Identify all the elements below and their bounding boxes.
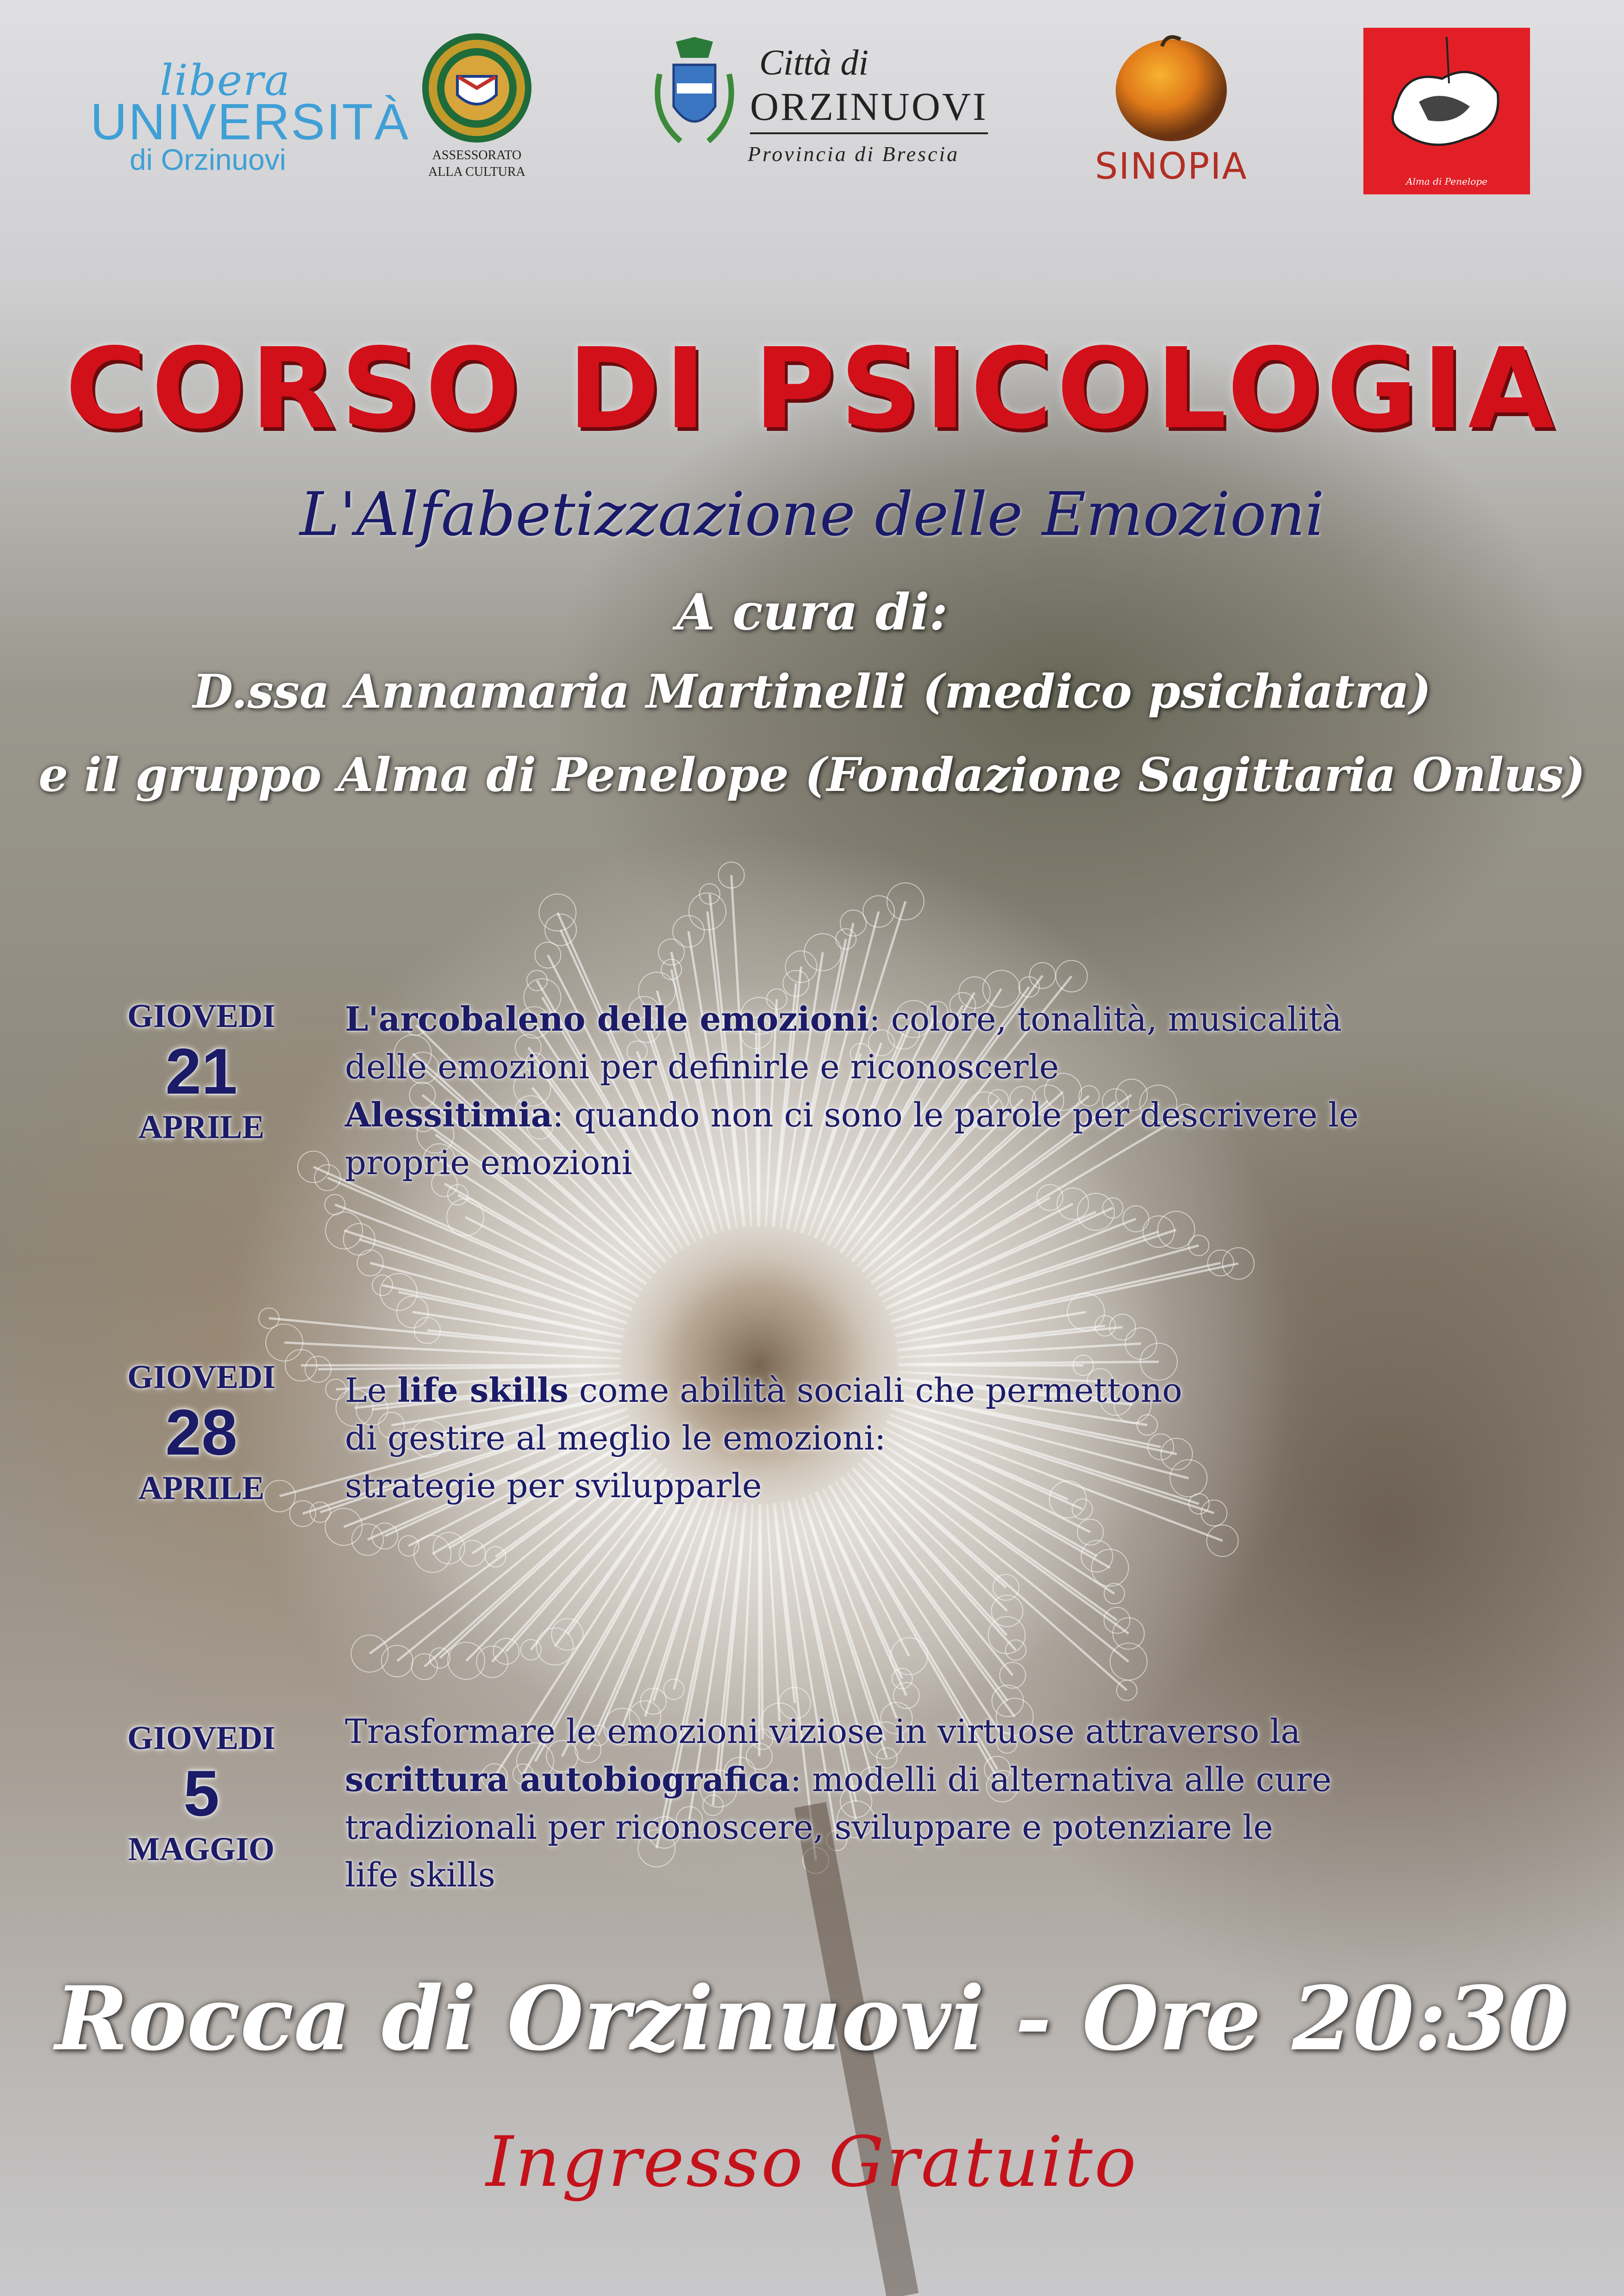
- session-date: [102, 995, 301, 1148]
- alma-di-penelope-logo: [1363, 28, 1530, 194]
- description-text: : colore, tonalità, musicalità: [869, 1000, 1342, 1039]
- session-description: [345, 1366, 1530, 1510]
- session-description: [345, 1708, 1530, 1899]
- assessorato-caption: [407, 147, 546, 180]
- bold-topic: L'arcobaleno delle emozioni: [345, 999, 869, 1039]
- session-day: 21: [165, 1035, 237, 1108]
- venue-and-time: Rocca di Orzinuovi - Ore 20:30: [55, 1967, 1569, 2070]
- course-subtitle: L'Alfabetizzazione delle Emozioni: [300, 479, 1324, 549]
- session-month: APRILE: [138, 1469, 265, 1506]
- assessorato-line2: ALLA CULTURA: [428, 165, 525, 179]
- description-line: [345, 1366, 1530, 1414]
- assessorato-cultura-logo: [407, 32, 546, 190]
- logo-universita-text: UNIVERSITÀ: [90, 93, 410, 150]
- description-line: proprie emozioni: [345, 1143, 632, 1182]
- bold-topic: Alessitimia: [345, 1095, 553, 1134]
- curator-line-1: D.ssa Annamaria Martinelli (medico psichiatra): [193, 664, 1431, 719]
- description-text: Le: [345, 1371, 398, 1410]
- session-day: 28: [165, 1396, 237, 1468]
- assessorato-seal-icon: [407, 32, 546, 143]
- bold-topic: life skills: [397, 1370, 568, 1410]
- bold-topic: scrittura autobiografica: [345, 1760, 790, 1799]
- session-weekday: GIOVEDI: [127, 1358, 276, 1395]
- description-text: come abilità sociali che permettono: [568, 1371, 1182, 1410]
- sinopia-name: SINOPIA: [1095, 146, 1248, 187]
- assessorato-line1: ASSESSORATO: [432, 148, 522, 162]
- description-line: Trasformare le emozioni viziose in virtuose attraverso la: [345, 1712, 1301, 1751]
- curator-line-2: e il gruppo Alma di Penelope (Fondazione Sagittaria Onlus): [38, 747, 1586, 802]
- session-date: [102, 1356, 301, 1509]
- description-line: [345, 1755, 1530, 1804]
- free-entry-notice: Ingresso Gratuito: [486, 2122, 1138, 2203]
- session-weekday: GIOVEDI: [127, 1719, 276, 1756]
- description-line: [345, 1091, 1530, 1139]
- session-description: [345, 995, 1530, 1187]
- session-weekday: GIOVEDI: [127, 997, 276, 1034]
- session-date: [102, 1717, 301, 1870]
- logo-di-orzinuovi-text: di Orzinuovi: [130, 143, 286, 176]
- description-text: : quando non ci sono le parole per descrivere le: [552, 1095, 1359, 1134]
- logo-citta-text: Città di: [759, 42, 869, 82]
- description-text: : modelli di alternativa alle cure: [790, 1760, 1332, 1799]
- logo-libera-text: libera: [160, 56, 291, 105]
- curated-by-label: A cura di:: [676, 583, 948, 641]
- session-month: APRILE: [138, 1108, 265, 1145]
- orzinuovi-coat-of-arms-icon: [648, 37, 741, 157]
- sinopia-logo: [1083, 28, 1259, 199]
- description-line: strategie per svilupparle: [345, 1466, 762, 1505]
- alma-flower-icon: [1363, 28, 1530, 176]
- logo-provincia-text: Provincia di Brescia: [748, 142, 960, 166]
- description-line: tradizionali per riconoscere, sviluppare e potenziare le: [345, 1808, 1273, 1847]
- session-day: 5: [183, 1757, 219, 1829]
- description-line: [345, 995, 1530, 1043]
- citta-di-orzinuovi-logo: [648, 37, 1000, 176]
- logo-orzinuovi-text: ORZINUOVI: [750, 83, 988, 134]
- session-month: MAGGIO: [128, 1830, 275, 1867]
- alma-caption: Alma di Penelope: [1406, 176, 1487, 187]
- description-line: delle emozioni per definirle e riconoscerle: [345, 1047, 1059, 1086]
- description-line: di gestire al meglio le emozioni:: [345, 1419, 886, 1457]
- libera-universita-logo: [90, 56, 410, 176]
- course-title: CORSO DI PSICOLOGIA: [65, 324, 1559, 454]
- description-line: life skills: [345, 1855, 495, 1894]
- sinopia-fruit-icon: [1083, 28, 1259, 143]
